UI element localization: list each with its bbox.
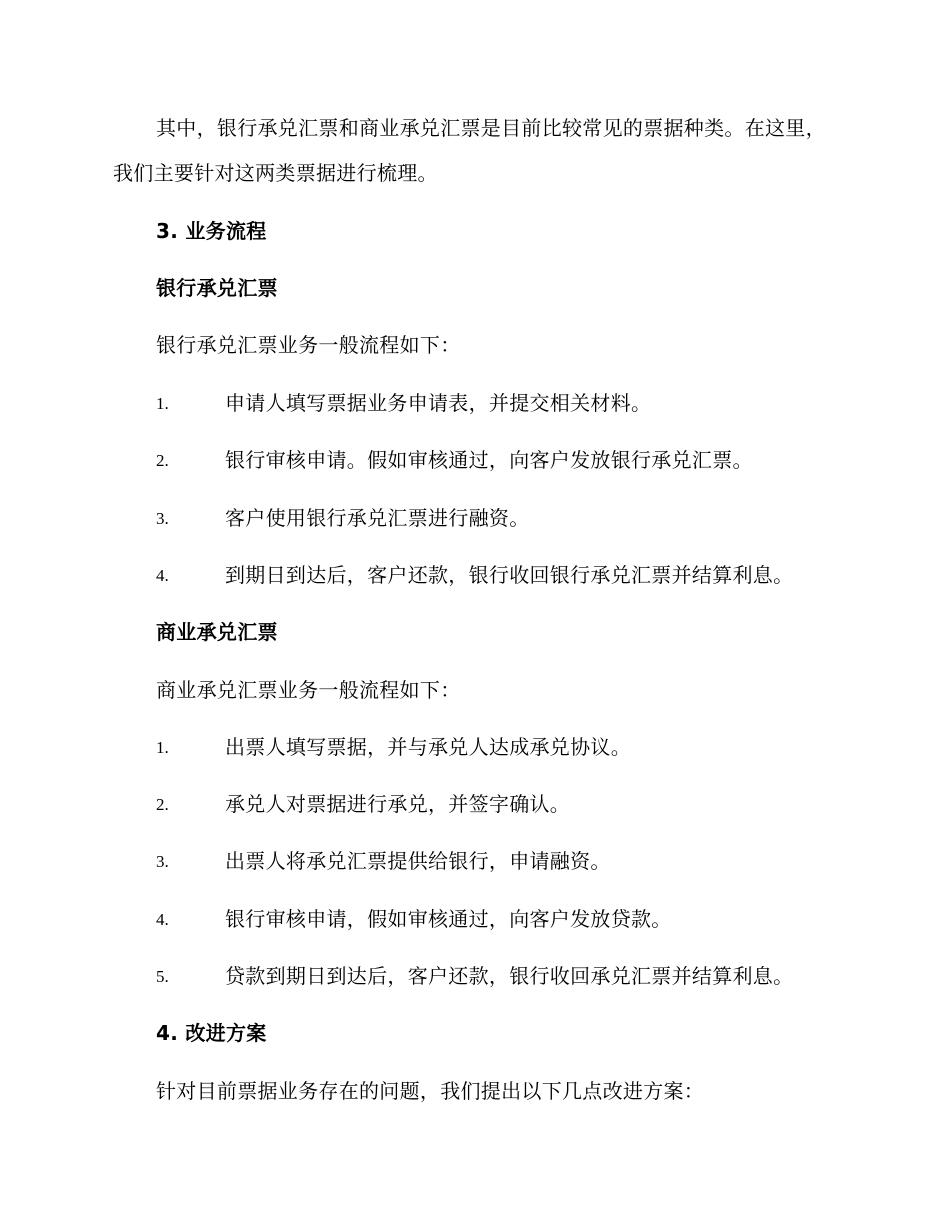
list-item-text: 贷款到期日到达后，客户还款，银行收回承兑汇票并结算利息。 (225, 964, 794, 988)
list-item-text: 客户使用银行承兑汇票进行融资。 (225, 506, 530, 530)
list-item-number: 5. (156, 967, 169, 986)
list-item-text: 银行审核申请。假如审核通过，向客户发放银行承兑汇票。 (225, 448, 753, 472)
list-item-number: 4. (156, 910, 169, 929)
list-item-text: 出票人填写票据，并与承兑人达成承兑协议。 (225, 735, 631, 759)
list-item-text: 申请人填写票据业务申请表，并提交相关材料。 (225, 391, 652, 415)
list-item-number: 4. (156, 566, 169, 585)
list-item-number: 1. (156, 738, 169, 757)
list-item-number: 2. (156, 795, 169, 814)
list-item-number: 1. (156, 394, 169, 413)
section-3-heading: 3. 业务流程 (156, 219, 267, 243)
list-item-text: 承兑人对票据进行承兑，并签字确认。 (225, 792, 571, 816)
list-item-text: 银行审核申请，假如审核通过，向客户发放贷款。 (225, 907, 672, 931)
section-4-heading: 4. 改进方案 (156, 1021, 267, 1045)
list-item-number: 2. (156, 451, 169, 470)
list-item-number: 3. (156, 852, 169, 871)
bank-acceptance-intro: 银行承兑汇票业务一般流程如下： (156, 333, 461, 357)
section-4-intro: 针对目前票据业务存在的问题，我们提出以下几点改进方案： (156, 1079, 705, 1103)
bank-acceptance-heading: 银行承兑汇票 (156, 276, 278, 300)
intro-paragraph: 其中，银行承兑汇票和商业承兑汇票是目前比较常见的票据种类。在这里，我们主要针对这两类票据进行梳理。 (113, 116, 826, 185)
list-item-number: 3. (156, 509, 169, 528)
list-item-text: 到期日到达后，客户还款，银行收回银行承兑汇票并结算利息。 (225, 563, 794, 587)
commercial-acceptance-intro: 商业承兑汇票业务一般流程如下： (156, 678, 461, 702)
commercial-acceptance-heading: 商业承兑汇票 (156, 620, 278, 644)
list-item-text: 出票人将承兑汇票提供给银行，申请融资。 (225, 849, 611, 873)
